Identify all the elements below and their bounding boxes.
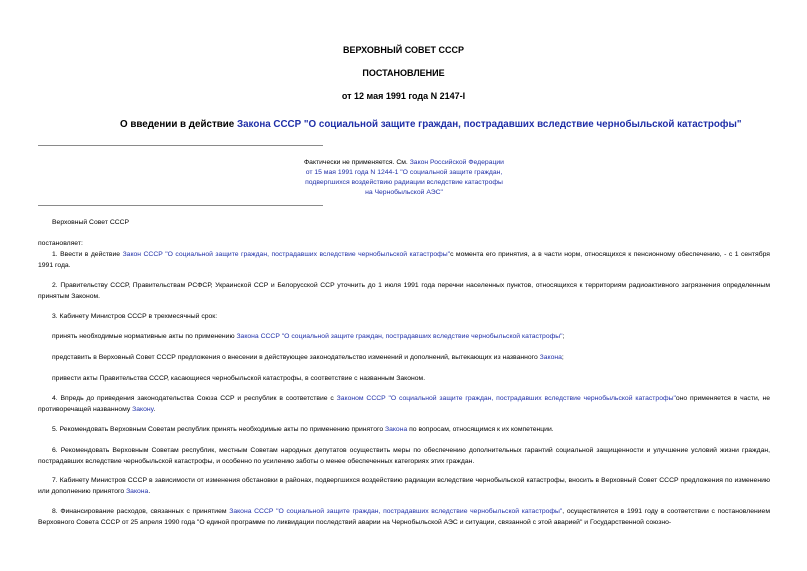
- p4-text-b: оно применяется в части, не противоречащей названному: [38, 395, 770, 413]
- p1-law-link[interactable]: Закон СССР "О социальной защите граждан, пострадавших вследствие чернобыльской катастрофы": [122, 251, 451, 258]
- note-prefix: Фактически не применяется. См.: [304, 159, 410, 166]
- paragraph-4: [38, 394, 770, 415]
- p5-law-link[interactable]: Закона: [384, 426, 408, 433]
- p5-text-b: по вопросам, относящимся к их компетенции.: [407, 426, 554, 433]
- p8-law-link[interactable]: Закона СССР "О социальной защите граждан, пострадавших вследствие чернобыльской катастрофы": [229, 508, 563, 515]
- paragraph-2: 2. Правительству СССР, Правительствам РСФСР, Украинской ССР и Белорусской ССР уточнить до 1 июля 1991 года перечни населенных пунктов, относящихся к территориям радиоактивного загрязнения определенным принятым Законом.: [38, 282, 770, 300]
- p8-text-b: , осуществляется в 1991 году в соответствии с постановлением Верховного Совета СССР от 25 апреля 1990 года "О единой программе по ликвидации последствий аварии на Чернобыльской АЭС и ситуации, связанной с этой аварией" и Государственной союзно-: [38, 508, 770, 526]
- resolves-line: постановляет:: [38, 240, 83, 247]
- p5-text-a: 5. Рекомендовать Верховным Советам республик принять необходимые акты по применению принятого: [52, 426, 385, 433]
- paragraph-3: 3. Кабинету Министров СССР в трехмесячный срок:: [52, 313, 218, 320]
- p3b-law-link[interactable]: Закона: [539, 354, 562, 361]
- title-law-link[interactable]: Закона СССР "О социальной защите граждан, пострадавших вследствие чернобыльской катастрофы": [236, 119, 742, 130]
- title-prefix: О введении в действие: [120, 119, 237, 130]
- paragraph-3a: [38, 332, 770, 343]
- paragraph-3b: [38, 353, 770, 364]
- note-bottom-divider: [38, 205, 323, 206]
- paragraph-5: [38, 425, 770, 436]
- p3b-text-a: представить в Верховный Совет СССР предложения о внесении в действующее законодательство изменений и дополнений, вытекающих из названного: [52, 354, 540, 361]
- p3a-text-a: принять необходимые нормативные акты по применению: [52, 333, 237, 340]
- note-top-divider: [38, 145, 323, 146]
- p4-text-a: 4. Впредь до приведения законодательства Союза ССР и республик в соответствие с: [52, 395, 337, 402]
- p7-law-link[interactable]: Закона: [126, 487, 149, 495]
- p3a-law-link[interactable]: Закона СССР "О социальной защите граждан, пострадавших вследствие чернобыльской катастрофы": [236, 333, 563, 340]
- p3a-text-b: ;: [562, 333, 565, 340]
- p7-text-b: .: [148, 487, 151, 495]
- applicability-note: [284, 158, 524, 198]
- paragraph-3c: привести акты Правительства СССР, касающиеся чернобыльской катастрофы, в соответствие с названным Законом.: [52, 375, 426, 382]
- doc-type-heading: ПОСТАНОВЛЕНИЕ: [362, 68, 445, 78]
- paragraph-1: [38, 250, 770, 271]
- note-law-link-line2[interactable]: от 15 мая 1991 года N 1244-1 "О социальной защите граждан,: [305, 169, 503, 176]
- p7-text-a: 7. Кабинету Министров СССР в зависимости от изменения обстановки в районах, подвергшихся воздействию радиации вследствие чернобыльской катастрофы, вносить в Верховный Совет СССР предложения по изменению или дополнению принятого: [38, 477, 770, 495]
- note-law-link[interactable]: Закон Российской Федерации: [409, 159, 504, 166]
- p4-law-link-2[interactable]: Закону: [132, 405, 154, 413]
- p4-law-link[interactable]: Законом СССР "О социальной защите граждан, пострадавших вследствие чернобыльской катастрофы": [336, 395, 676, 402]
- p1-text-a: 1. Ввести в действие: [52, 251, 123, 258]
- paragraph-7: [38, 476, 770, 497]
- p8-text-a: 8. Финансирование расходов, связанных с принятием: [52, 508, 230, 515]
- document-title: [120, 119, 760, 130]
- note-law-link-line3[interactable]: подвергшихся воздействию радиации вследствие катастрофы: [305, 179, 503, 186]
- p4-text-c: .: [153, 405, 156, 413]
- p3b-text-b: ;: [561, 354, 564, 361]
- paragraph-8: [38, 507, 770, 528]
- p1-text-b: с момента его принятия, а в части норм, относящихся к пенсионному обеспечению, - с 1 сентября 1991 года.: [38, 251, 770, 269]
- council-line: Верховный Совет СССР: [52, 219, 130, 226]
- date-heading: от 12 мая 1991 года N 2147-I: [341, 91, 466, 101]
- council-heading: ВЕРХОВНЫЙ СОВЕТ СССР: [343, 45, 464, 55]
- note-law-link-line4[interactable]: на Чернобыльской АЭС": [365, 189, 443, 196]
- paragraph-6: 6. Рекомендовать Верховным Советам республик, местным Советам народных депутатов осуществить меры по обеспечению дополнительных гарантий социальной защищенности и улучшение условий жизни граждан, пострадавших вследствие чернобыльской катастрофы, и особенно по усилению заботы о менее обеспеченных категориях этих граждан.: [38, 447, 770, 465]
